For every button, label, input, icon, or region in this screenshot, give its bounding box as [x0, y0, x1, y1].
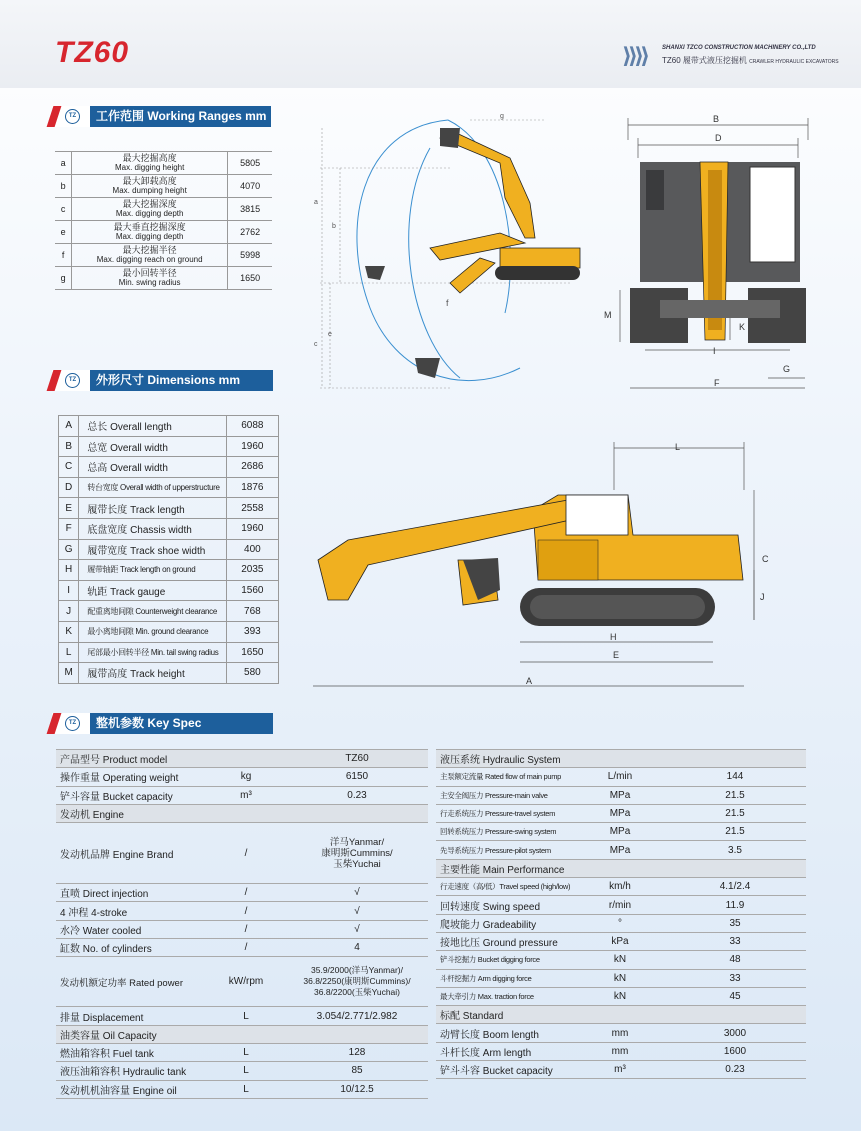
- svg-text:G: G: [783, 364, 791, 374]
- svg-text:F: F: [714, 378, 720, 388]
- tz-logo-icon: TZ: [65, 373, 80, 388]
- working-range-row: f 最大挖掘半径 Max. digging reach on ground 5998: [55, 244, 272, 267]
- svg-text:g: g: [500, 113, 504, 120]
- working-range-row: b 最大卸载高度 Max. dumping height 4070: [55, 175, 272, 198]
- svg-text:b: b: [332, 223, 336, 230]
- key-spec-header: TZ 整机参数 Key Spec: [54, 713, 273, 734]
- dimensions-table: [58, 415, 279, 684]
- svg-text:M: M: [604, 310, 612, 320]
- dimension-row: E 履带长度 Track length 2558: [59, 498, 279, 519]
- tz-logo-icon: TZ: [65, 716, 80, 731]
- working-ranges-header: TZ 工作范围 Working Ranges mm: [54, 106, 271, 127]
- svg-text:J: J: [760, 592, 765, 602]
- svg-text:E: E: [613, 650, 620, 660]
- svg-text:L: L: [675, 442, 681, 452]
- rear-view-diagram: [600, 110, 810, 395]
- dimension-row: L 尾部最小回转半径 Min. tail swing radius 1650: [59, 642, 279, 663]
- svg-text:f: f: [446, 298, 449, 308]
- svg-text:A: A: [526, 676, 533, 686]
- dimension-row: H 履带轴距 Track length on ground 2035: [59, 560, 279, 581]
- tz-logo-icon: TZ: [65, 109, 80, 124]
- working-range-row: c 最大挖掘深度 Max. digging depth 3815: [55, 198, 272, 221]
- dimension-row: I 轨距 Track gauge 1560: [59, 580, 279, 601]
- working-range-row: a 最大挖掘高度 Max. digging height 5805: [55, 152, 272, 175]
- svg-text:D: D: [715, 133, 722, 143]
- dimension-row: G 履带宽度 Track shoe width 400: [59, 539, 279, 560]
- svg-text:I: I: [713, 346, 716, 356]
- working-range-row: g 最小回转半径 Min. swing radius 1650: [55, 267, 272, 290]
- page-title: TZ60: [55, 36, 130, 69]
- svg-text:e: e: [328, 331, 332, 338]
- company-subtitle: TZ60 履带式液压挖掘机 CRAWLER HYDRAULIC EXCAVATORS: [662, 56, 839, 65]
- spec-table-right: 液压系统 Hydraulic System 主泵额定流量 Rated flow of main pump L/min 144 主安全阀压力 Pressure-main valve MPa 21.5 行走系统压力 Pressure-travel system MPa 21.5 回转系统压力 Pressure-swing system MPa 21.5 先导系统压力 Pressure-pilot system MPa 3.5 主要性能 Main Performance 行走速度（高/低）Travel speed (high/low) km/h 4.1/2.4 回转速度 Swing speed r/min 11.9 爬坡能力 Gradeability ° 35 接地比压 Ground pressure kPa 33 铲斗挖掘力 Bucket digging force kN 48 斗杆挖掘力 Arm digging force kN 33 最大牵引力 Max. traction force kN 45 标配 Standard 动臂长度 Boom length mm 3000 斗杆长度 Arm length mm 1600 铲斗斗容 Bucket capacity m³ 0.23: [436, 749, 806, 1079]
- dimension-row: D 转台宽度 Overall width of upperstructure 1876: [59, 477, 279, 498]
- dimension-row: F 底盘宽度 Chassis width 1960: [59, 518, 279, 539]
- company-brand: [622, 43, 839, 69]
- svg-text:C: C: [762, 554, 769, 564]
- spec-table-left: 产品型号 Product model TZ60 操作重量 Operating weight kg 6150 铲斗容量 Bucket capacity m³ 0.23 发动机 Engine 发动机品牌 Engine Brand / 洋马Yanmar/ 康明斯Cummins/ 玉柴Yuchai 直喷 Direct injection / √ 4 冲程 4-stroke / √ 水冷 Water cooled / √ 缸数 No. of cylinders / 4 发动机额定功率 Rated power kW/rpm 35.9/2000(洋马Yanmar)/ 36.8/2250(康明斯Cummins)/ 36.8/2200(玉柴Yuchai) 排量 Displacement L 3.054/2.771/2.982 油类容量 Oil Capacity 燃油箱容积 Fuel tank L 128 液压油箱容积 Hydraulic tank L 85 发动机机油容量 Engine oil L 10/12.5: [56, 749, 428, 1099]
- chevron-logo-icon: ⟩⟩⟩⟩: [622, 43, 647, 68]
- svg-text:H: H: [610, 632, 617, 642]
- dimension-row: K 最小离地间隙 Min. ground clearance 393: [59, 621, 279, 642]
- dimension-row: B 总宽 Overall width 1960: [59, 436, 279, 457]
- dimension-row: A 总长 Overall length 6088: [59, 416, 279, 437]
- working-range-row: e 最大垂直挖掘深度 Max. digging depth 2762: [55, 221, 272, 244]
- svg-text:K: K: [739, 322, 746, 332]
- svg-text:B: B: [713, 114, 720, 124]
- dimension-row: J 配重离地间隙 Counterweight clearance 768: [59, 601, 279, 622]
- working-range-diagram: [300, 108, 600, 403]
- dimension-row: C 总高 Overall width 2686: [59, 457, 279, 478]
- working-ranges-table: [55, 151, 272, 290]
- svg-text:a: a: [314, 199, 318, 206]
- side-view-diagram: [308, 440, 808, 690]
- dimensions-header: TZ 外形尺寸 Dimensions mm: [54, 370, 273, 391]
- dimension-row: M 履带高度 Track height 580: [59, 663, 279, 684]
- svg-text:c: c: [314, 341, 318, 348]
- company-name: SHANXI TZCO CONSTRUCTION MACHINERY CO.,LTD: [662, 45, 816, 51]
